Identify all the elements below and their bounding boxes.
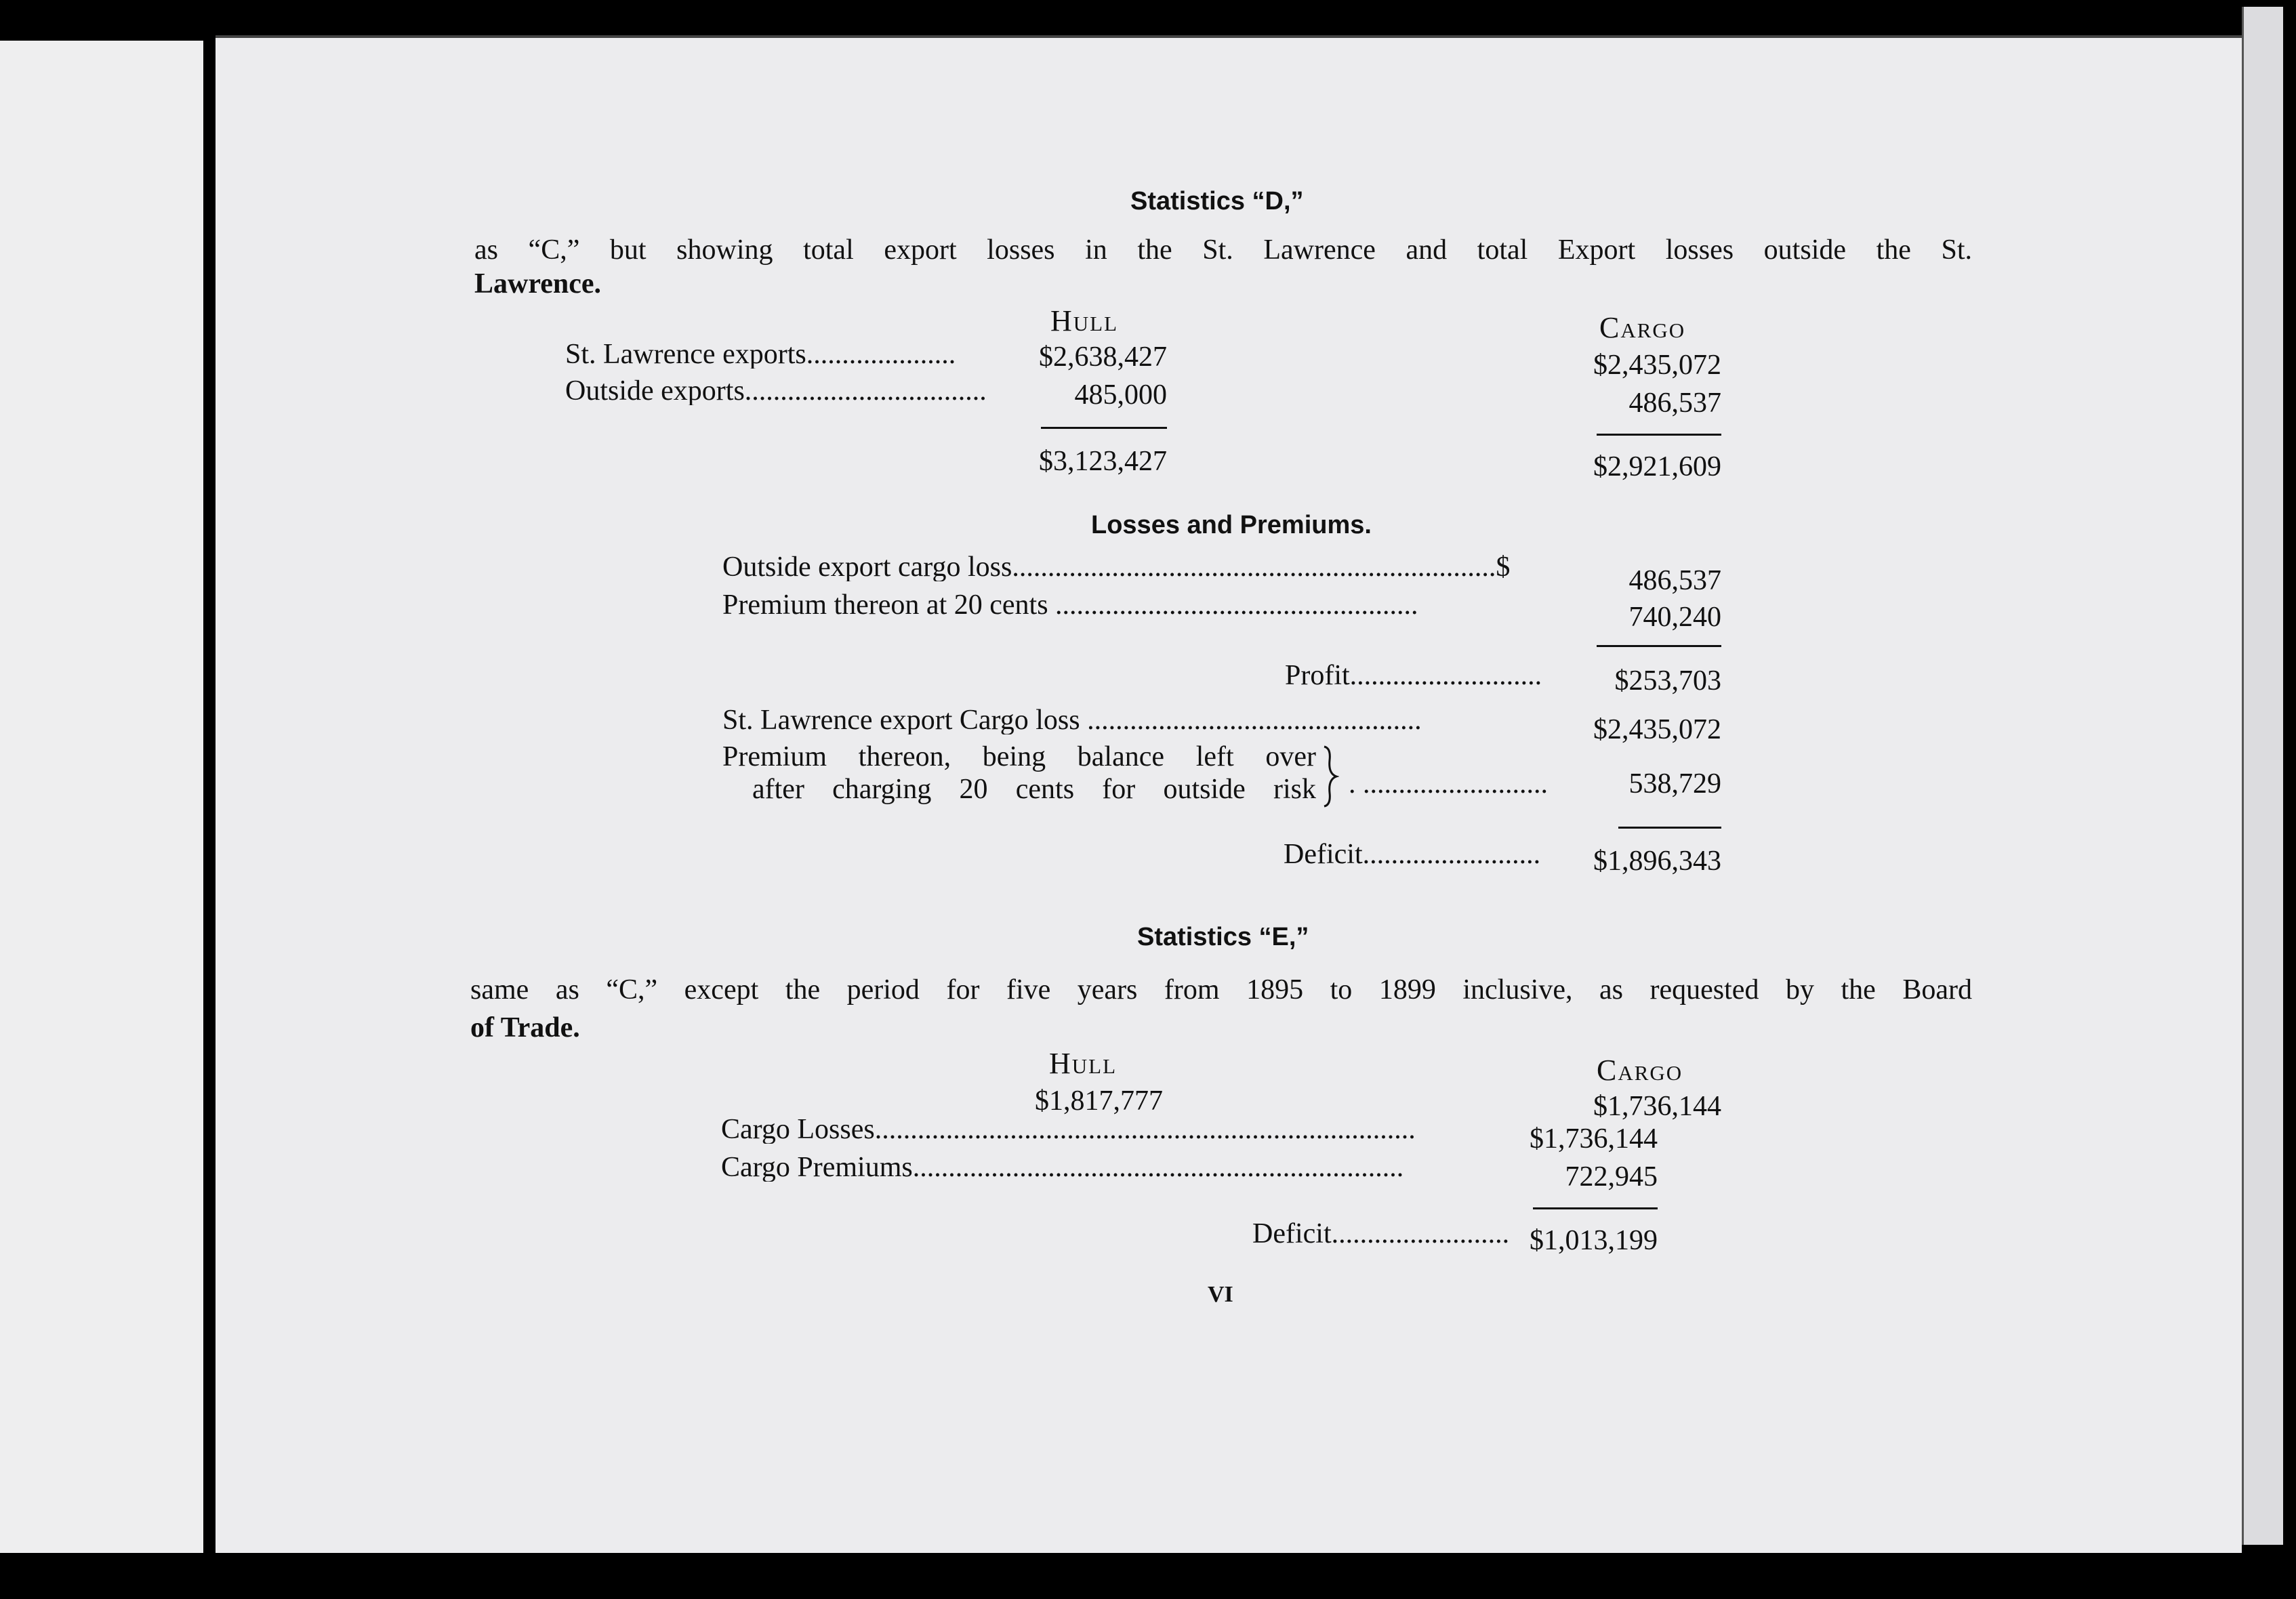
- stats-d-col-hull: Hull: [1050, 304, 1119, 337]
- premium-balance-leader: . ..........................: [1349, 770, 1548, 798]
- stats-d-total-cargo: $2,921,609: [1593, 451, 1721, 482]
- stats-d-row-hull: $2,638,427: [1039, 341, 1167, 373]
- stats-e-cargo-value: $1,736,144: [1593, 1091, 1721, 1122]
- stats-d-cargo-sum-rule: [1597, 434, 1721, 436]
- stats-e-col-cargo: Cargo: [1597, 1054, 1683, 1087]
- page-number: VI: [1208, 1282, 1233, 1307]
- cargo-premiums-label: Cargo Premiums.....................................................................: [721, 1153, 1404, 1182]
- left-page: [0, 41, 203, 1553]
- stats-d-total-hull: $3,123,427: [1039, 446, 1167, 477]
- stats-d-intro-line1: as “C,” but showing total export losses in the St. Lawrence and total Export losses outside the St.: [474, 234, 1972, 266]
- cargo-losses-value: $1,736,144: [1530, 1123, 1658, 1155]
- profit-rule: [1597, 645, 1721, 647]
- premium-value: 740,240: [1628, 602, 1721, 633]
- curly-brace-icon: [1321, 745, 1339, 808]
- stats-e-deficit-label: Deficit.........................: [1252, 1220, 1510, 1248]
- stats-e-hull-value: $1,817,777: [1035, 1085, 1163, 1117]
- stats-d-row-cargo: 486,537: [1628, 388, 1721, 419]
- deficit-rule: [1618, 827, 1721, 829]
- stats-d-row-hull: 485,000: [1074, 379, 1167, 411]
- outside-loss-label: Outside export cargo loss....................................................................$: [722, 553, 1511, 581]
- premium-balance-line2: after charging 20 cents for outside risk: [752, 774, 1316, 805]
- deficit-value: $1,896,343: [1593, 846, 1721, 877]
- premium-balance-line1: Premium thereon, being balance left over: [722, 741, 1316, 772]
- stats-d-row-label: Outside exports..................................: [565, 377, 987, 405]
- stats-e-deficit-value: $1,013,199: [1530, 1225, 1658, 1256]
- stats-e-deficit-rule: [1533, 1207, 1658, 1209]
- stats-d-col-cargo: Cargo: [1599, 311, 1686, 344]
- deficit-label: Deficit.........................: [1284, 840, 1541, 869]
- book-gutter: [203, 41, 216, 1553]
- premium-balance-value: 538,729: [1628, 768, 1721, 799]
- cargo-premiums-value: 722,945: [1565, 1161, 1658, 1192]
- stats-e-intro-line2: of Trade.: [470, 1012, 580, 1043]
- profit-label: Profit...........................: [1285, 661, 1542, 690]
- stats-e-col-hull: Hull: [1049, 1047, 1118, 1080]
- stats-d-row-cargo: $2,435,072: [1593, 350, 1721, 381]
- stats-d-row-label: St. Lawrence exports.....................: [565, 340, 956, 369]
- stl-loss-value: $2,435,072: [1593, 714, 1721, 745]
- outside-loss-value: 486,537: [1628, 565, 1721, 596]
- stats-e-intro-line1: same as “C,” except the period for five years from 1895 to 1899 inclusive, as requested by the Board: [470, 974, 1972, 1005]
- premium-label: Premium thereon at 20 cents ...................................................: [722, 591, 1418, 619]
- stl-loss-label: St. Lawrence export Cargo loss ...............................................: [722, 706, 1422, 734]
- stats-d-hull-sum-rule: [1041, 427, 1167, 429]
- stats-e-heading: Statistics “E,”: [1137, 923, 1309, 951]
- page-right-edge: [2242, 7, 2283, 1545]
- stats-d-intro-line2: Lawrence.: [474, 268, 602, 299]
- stats-d-heading: Statistics “D,”: [1130, 187, 1304, 215]
- losses-heading: Losses and Premiums.: [1091, 511, 1372, 539]
- cargo-losses-label: Cargo Losses............................................................................: [721, 1115, 1416, 1144]
- profit-value: $253,703: [1614, 665, 1721, 697]
